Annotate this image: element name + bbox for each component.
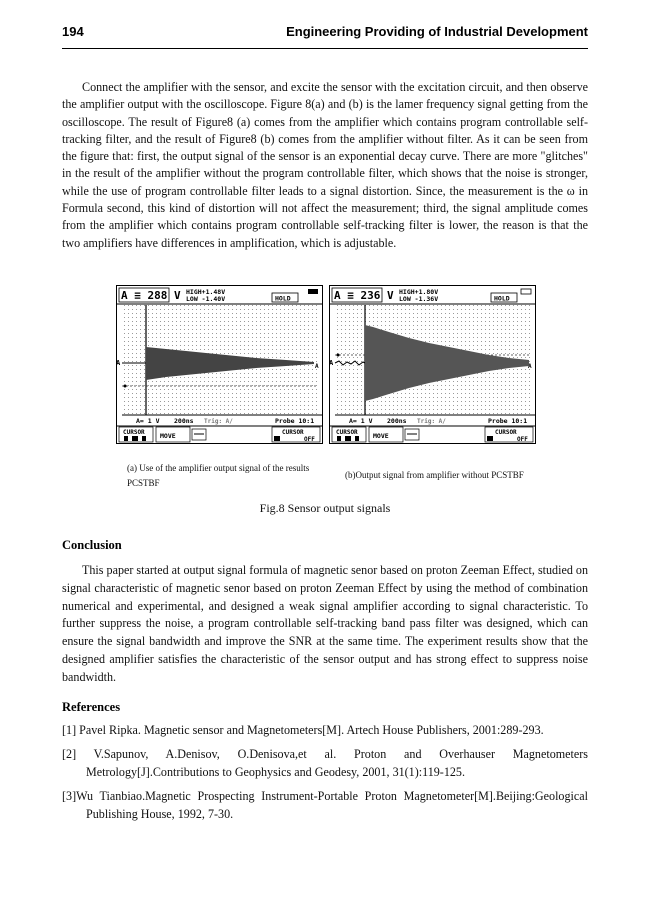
move-key-b: MOVE <box>373 432 389 440</box>
channel-a-marker-b: A <box>329 359 334 367</box>
low-readout-b: LOW -1.36V <box>399 295 439 303</box>
references-heading: References <box>62 700 121 714</box>
journal-title: Engineering Providing of Industrial Development <box>286 24 588 39</box>
caption-a: (a) Use of the amplifier output signal of the results PCSTBF <box>127 463 310 488</box>
high-readout-a: HIGH+1.48V <box>186 288 226 296</box>
figure-8 <box>116 285 536 445</box>
intro-paragraph: Connect the amplifier with the sensor, and excite the sensor with the excitation circuit, and then observe the amplifier output with the oscilloscope. Figure 8(a) and (b) is the lamer frequency signal getting from the oscilloscope. The result of Figure8 (a) comes from the amplifier which contains program controllable self-tracking filter, and the result of Figure8 (b) comes from the amplifier without filter. As it can be seen from the figure that: first, the output signal of the sensor is an exponential decay curve. There are more "glitches" in the result of the amplifier without the program controllable filter, which shows that the noise is stronger, while the use of program controllable filter leads to a signal distortion. Since, the measurement is the ω in Formula second, this kind of distortion will not affect the measurement; third, the signal amplitude comes from the amplifier which contains program controllable self-tracking filter is lower, the reason is that the two amplifiers have differences in amplification, which is adjustable. <box>62 80 588 250</box>
vpp-readout-a: A ≡ 288 V <box>121 289 181 302</box>
reference-2: [2] V.Sapunov, A.Denisov, O.Denisova,et al. Proton and Overhauser Magnetometers Metrology[J].Contributions to Geophysics and Geodesy, 2001, 31(1):119-125. <box>62 747 588 779</box>
low-readout-a: LOW -1.40V <box>186 295 226 303</box>
channel-a-marker-a: A <box>116 359 121 367</box>
move-key-a: MOVE <box>160 432 176 440</box>
page-number: 194 <box>62 24 84 39</box>
cursor-key-left-b: CURSOR <box>336 429 358 436</box>
timebase-readout-a: 200ns <box>174 417 194 425</box>
hold-indicator-b: HOLD <box>494 294 510 303</box>
trace-end-marker-a: A <box>315 363 319 370</box>
cursor-key-right-a: CURSOR <box>282 429 304 436</box>
battery-icon-a <box>308 289 318 294</box>
trigger-readout-a: Trig: A/ <box>204 418 233 425</box>
probe-readout-b: Probe 10:1 <box>488 417 528 425</box>
page-header <box>62 24 588 49</box>
caption-b: (b)Output signal from amplifier without PCSTBF <box>345 470 524 480</box>
conclusion-text: This paper started at output signal formula of magnetic senor based on proton Zeeman Effect, studied on signal characteristic of magnetic senor based on proton Zeeman Effect by using the method of combination numerical and experimental, and designed a weak signal amplifier according to signal characteristic. To further suppress the noise, a program controllable self-tracking band pass filter was designed, which can ensure the signal bandwidth and improve the SNR at the same time. The experiment results show that the designed amplifier satisfies the characteristic of the sensor output and has strong effect to suppress noise bandwidth. <box>62 563 588 684</box>
hold-indicator-a: HOLD <box>275 294 291 303</box>
reference-1: [1] Pavel Ripka. Magnetic sensor and Magnetometers[M]. Artech House Publishers, 2001:289-293. <box>62 723 544 737</box>
reference-3: [3]Wu Tianbiao.Magnetic Prospecting Instrument-Portable Proton Magnetometer[M].Beijing:Geological Publishing House, 1992, 7-30. <box>62 789 588 821</box>
battery-icon-b <box>521 289 531 294</box>
timebase-readout-b: 200ns <box>387 417 407 425</box>
figure-caption: Fig.8 Sensor output signals <box>259 501 391 515</box>
trace-end-marker-b: A <box>528 363 532 370</box>
oscilloscope-screen-a <box>116 286 323 444</box>
scale-readout-a: A= 1 V <box>136 417 160 425</box>
off-key-b: OFF <box>517 436 528 443</box>
probe-readout-a: Probe 10:1 <box>275 417 315 425</box>
cursor-key-left-a: CURSOR <box>123 429 145 436</box>
trigger-readout-b: Trig: A/ <box>417 418 446 425</box>
vpp-readout-b: A ≡ 236 V <box>334 289 394 302</box>
high-readout-b: HIGH+1.80V <box>399 288 439 296</box>
oscilloscope-screen-b <box>329 286 536 444</box>
scale-readout-b: A= 1 V <box>349 417 373 425</box>
cursor-key-right-b: CURSOR <box>495 429 517 436</box>
off-key-a: OFF <box>304 436 315 443</box>
conclusion-heading: Conclusion <box>62 538 122 552</box>
